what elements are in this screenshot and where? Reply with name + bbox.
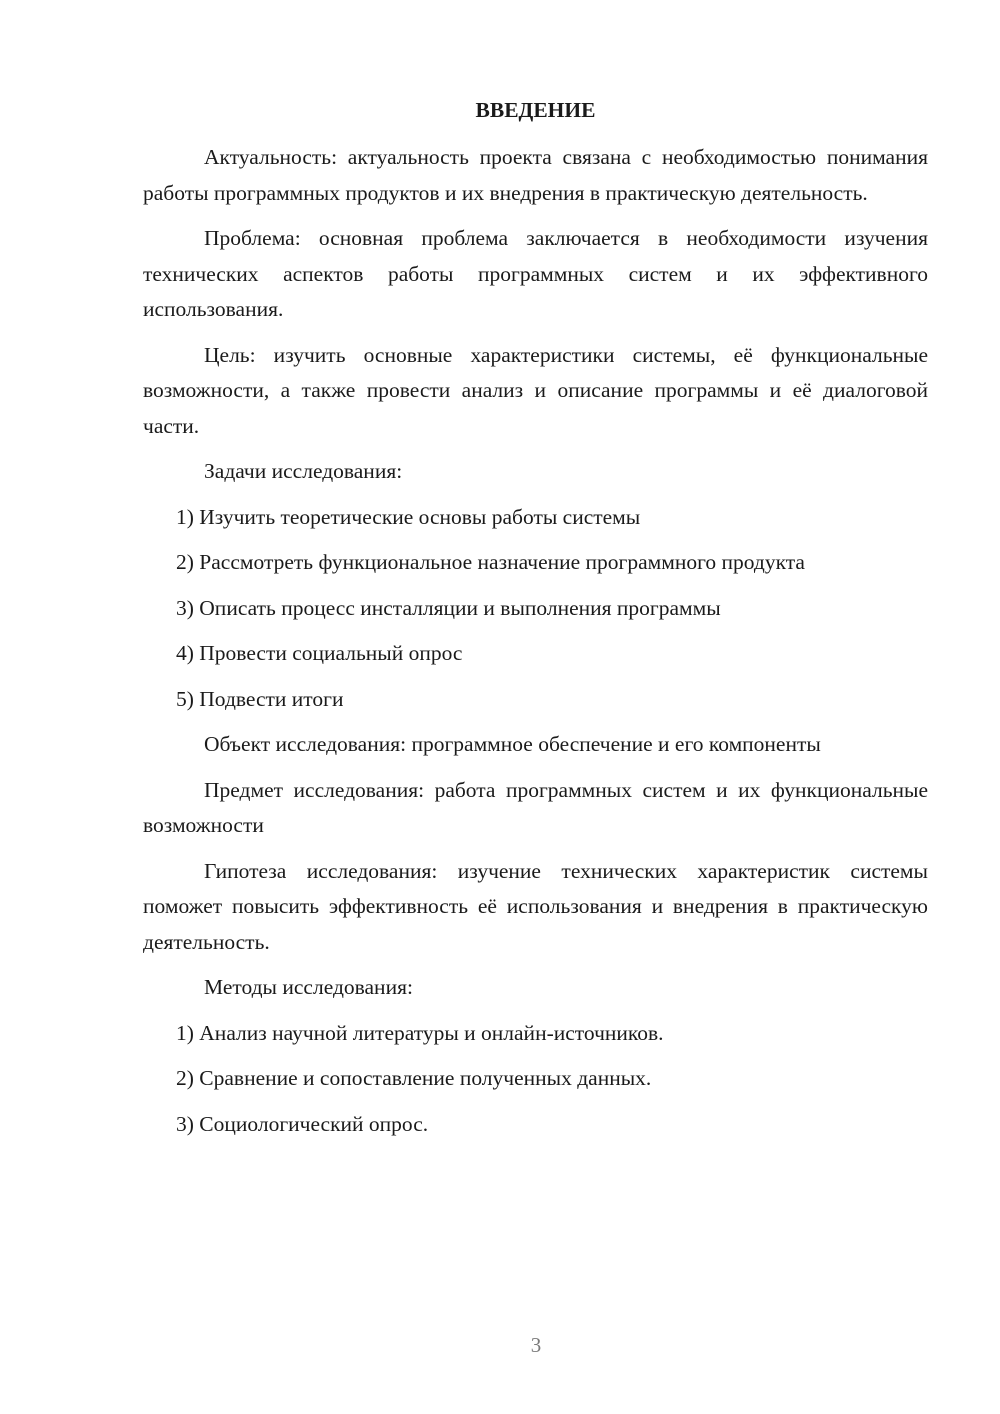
list-item: 3) Описать процесс инсталляции и выполнения программы bbox=[176, 595, 721, 620]
paragraph-object: Объект исследования: программное обеспечение и его компоненты bbox=[204, 732, 821, 756]
page-number: 3 bbox=[530, 1333, 542, 1357]
paragraph-subject: Предмет исследования: работа программных систем и их функциональные возможности bbox=[143, 777, 928, 837]
page-title: ВВЕДЕНИЕ bbox=[475, 98, 596, 122]
paragraph-goal: Цель: изучить основные характеристики системы, её функциональные возможности, а также провести анализ и описание программы и её диалоговой части. bbox=[143, 342, 928, 438]
list-item: 2) Сравнение и сопоставление полученных данных. bbox=[176, 1066, 652, 1090]
tasks-list bbox=[143, 500, 928, 718]
list-item: 5) Подвести итоги bbox=[176, 686, 344, 711]
paragraph-problem: Проблема: основная проблема заключается в необходимости изучения технических аспектов работы программных систем и их эффективного использования. bbox=[143, 226, 928, 321]
paragraph-methods-intro: Методы исследования: bbox=[204, 975, 413, 999]
list-item: 2) Рассмотреть функциональное назначение программного продукта bbox=[176, 550, 805, 574]
list-item: 1) Анализ научной литературы и онлайн-источников. bbox=[176, 1020, 664, 1045]
paragraph-hypothesis: Гипотеза исследования: изучение технических характеристик системы поможет повысить эффективность её использования и внедрения в практическую деятельность. bbox=[143, 858, 928, 954]
list-item: 3) Социологический опрос. bbox=[176, 1111, 429, 1136]
list-item: 1) Изучить теоретические основы работы системы bbox=[176, 504, 641, 529]
paragraph-relevance: Актуальность: актуальность проекта связана с необходимостью понимания работы программных продуктов и их внедрения в практическую деятельность. bbox=[143, 145, 928, 205]
page-content bbox=[143, 93, 928, 1152]
paragraph-tasks-intro: Задачи исследования: bbox=[204, 459, 403, 483]
methods-list bbox=[143, 1016, 928, 1143]
list-item: 4) Провести социальный опрос bbox=[176, 641, 463, 665]
